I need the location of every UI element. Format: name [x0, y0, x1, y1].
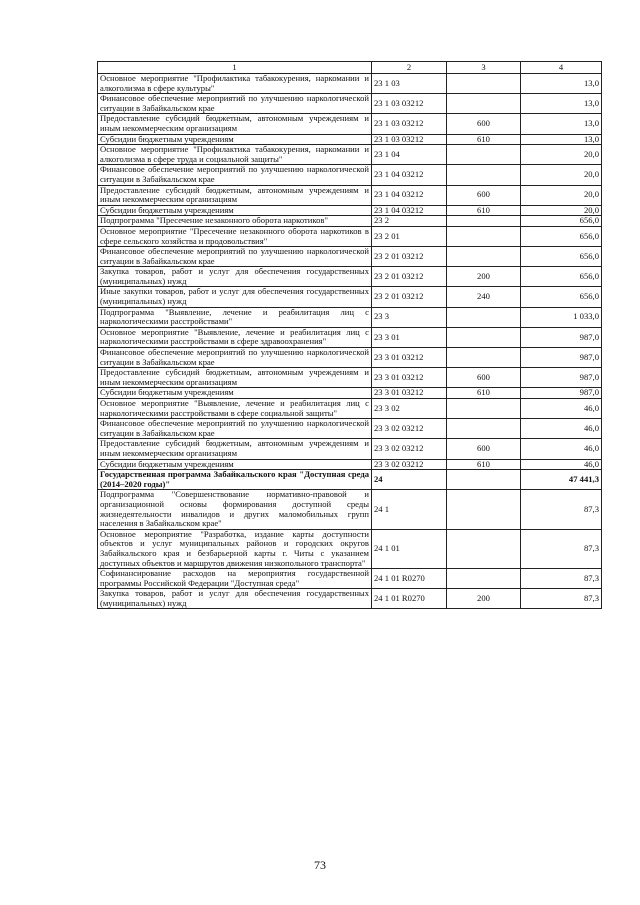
- row-vr-cell: [447, 94, 521, 114]
- row-name-cell: Софинансирование расходов на мероприятия государственной программы Российской Федерации "Доступная среда": [98, 569, 372, 589]
- row-vr-cell: [447, 74, 521, 94]
- row-name-cell: Подпрограмма "Пресечение незаконного оборота наркотиков": [98, 216, 372, 227]
- row-vr-cell: 600: [447, 439, 521, 459]
- row-code-cell: 24: [372, 470, 447, 490]
- row-name-cell: Финансовое обеспечение мероприятий по улучшению наркологической ситуации в Забайкальском крае: [98, 247, 372, 267]
- row-vr-cell: [447, 348, 521, 368]
- row-name-cell: Предоставление субсидий бюджетным, автономным учреждениям и иным некоммерческим организациям: [98, 439, 372, 459]
- row-sum-cell: 656,0: [521, 216, 602, 227]
- row-vr-cell: [447, 569, 521, 589]
- column-header-2: 2: [372, 62, 447, 74]
- row-name-cell: Финансовое обеспечение мероприятий по улучшению наркологической ситуации в Забайкальском крае: [98, 348, 372, 368]
- row-name-cell: Подпрограмма "Совершенствование нормативно-правовой и организационной основы формирования доступной среды жизнедеятельности инвалидов и других маломобильных групп населения в Забайкальском крае": [98, 490, 372, 529]
- row-sum-cell: 987,0: [521, 368, 602, 388]
- row-code-cell: 23 3 02 03212: [372, 459, 447, 470]
- row-code-cell: 23 3 02 03212: [372, 419, 447, 439]
- row-sum-cell: 13,0: [521, 74, 602, 94]
- row-vr-cell: 610: [447, 459, 521, 470]
- table-row: [98, 287, 602, 307]
- row-vr-cell: [447, 165, 521, 185]
- row-sum-cell: 987,0: [521, 327, 602, 347]
- table-row: [98, 74, 602, 94]
- row-code-cell: 23 1 04 03212: [372, 185, 447, 205]
- table-row: [98, 205, 602, 216]
- row-vr-cell: 610: [447, 134, 521, 145]
- row-vr-cell: [447, 226, 521, 246]
- page-number: 73: [314, 858, 326, 872]
- table-row: [98, 529, 602, 568]
- column-header-3: 3: [447, 62, 521, 74]
- table-row: [98, 165, 602, 185]
- row-vr-cell: [447, 247, 521, 267]
- table-row: [98, 134, 602, 145]
- row-sum-cell: 20,0: [521, 165, 602, 185]
- row-code-cell: 23 3 01 03212: [372, 348, 447, 368]
- row-code-cell: 23 3 01 03212: [372, 388, 447, 399]
- row-name-cell: Предоставление субсидий бюджетным, автономным учреждениям и иным некоммерческим организациям: [98, 185, 372, 205]
- row-sum-cell: 20,0: [521, 185, 602, 205]
- row-name-cell: Основное мероприятие "Выявление, лечение и реабилитация лиц с наркологическими расстройствами в сфере здравоохранения": [98, 327, 372, 347]
- row-name-cell: Финансовое обеспечение мероприятий по улучшению наркологической ситуации в Забайкальском крае: [98, 419, 372, 439]
- row-vr-cell: 240: [447, 287, 521, 307]
- row-name-cell: Субсидии бюджетным учреждениям: [98, 459, 372, 470]
- row-code-cell: 23 3 01: [372, 327, 447, 347]
- row-sum-cell: 87,3: [521, 589, 602, 609]
- row-name-cell: Субсидии бюджетным учреждениям: [98, 388, 372, 399]
- table-row: [98, 589, 602, 609]
- table-row: [98, 327, 602, 347]
- row-sum-cell: 46,0: [521, 419, 602, 439]
- row-name-cell: Основное мероприятие "Профилактика табакокурения, наркомании и алкоголизма в сфере труда и социальной защиты": [98, 145, 372, 165]
- table-row: [98, 185, 602, 205]
- table-row: [98, 569, 602, 589]
- row-sum-cell: 13,0: [521, 114, 602, 134]
- row-vr-cell: 200: [447, 589, 521, 609]
- row-vr-cell: [447, 470, 521, 490]
- row-code-cell: 23 1 04 03212: [372, 205, 447, 216]
- table-row: [98, 216, 602, 227]
- row-code-cell: 23 3: [372, 307, 447, 327]
- row-vr-cell: [447, 216, 521, 227]
- row-sum-cell: 656,0: [521, 226, 602, 246]
- row-vr-cell: [447, 327, 521, 347]
- row-code-cell: 23 3 02: [372, 399, 447, 419]
- row-vr-cell: 600: [447, 368, 521, 388]
- table-row: [98, 490, 602, 529]
- row-name-cell: Иные закупки товаров, работ и услуг для обеспечения государственных (муниципальных) нужд: [98, 287, 372, 307]
- row-sum-cell: 87,3: [521, 490, 602, 529]
- row-code-cell: 24 1 01: [372, 529, 447, 568]
- row-vr-cell: 200: [447, 267, 521, 287]
- row-code-cell: 23 3 01 03212: [372, 368, 447, 388]
- row-code-cell: 23 1 04: [372, 145, 447, 165]
- row-name-cell: Субсидии бюджетным учреждениям: [98, 205, 372, 216]
- row-code-cell: 23 2 01: [372, 226, 447, 246]
- row-name-cell: Основное мероприятие "Пресечение незаконного оборота наркотиков в сфере сельского хозяйства и продовольствия": [98, 226, 372, 246]
- row-code-cell: 23 2 01 03212: [372, 247, 447, 267]
- row-sum-cell: 20,0: [521, 205, 602, 216]
- row-code-cell: 24 1 01 R0270: [372, 569, 447, 589]
- table-row: [98, 439, 602, 459]
- row-name-cell: Закупка товаров, работ и услуг для обеспечения государственных (муниципальных) нужд: [98, 589, 372, 609]
- row-vr-cell: [447, 399, 521, 419]
- row-sum-cell: 13,0: [521, 94, 602, 114]
- row-code-cell: 24 1 01 R0270: [372, 589, 447, 609]
- row-vr-cell: 600: [447, 185, 521, 205]
- table-row: [98, 307, 602, 327]
- table-row: [98, 247, 602, 267]
- row-code-cell: 23 2: [372, 216, 447, 227]
- table-row: [98, 399, 602, 419]
- column-header-1: 1: [98, 62, 372, 74]
- row-sum-cell: 987,0: [521, 348, 602, 368]
- row-vr-cell: 600: [447, 114, 521, 134]
- row-sum-cell: 1 033,0: [521, 307, 602, 327]
- table-row: [98, 348, 602, 368]
- row-name-cell: Закупка товаров, работ и услуг для обеспечения государственных (муниципальных) нужд: [98, 267, 372, 287]
- row-name-cell: Основное мероприятие "Разработка, издание карты доступности объектов и услуг муниципальных районов и городских округов Забайкальского края и безбарьерной карты г. Читы с указанием доступных объектов и маршрутов движения низкопольного транспорта": [98, 529, 372, 568]
- row-name-cell: Основное мероприятие "Профилактика табакокурения, наркомании и алкоголизма в сфере культуры": [98, 74, 372, 94]
- table-row: [98, 267, 602, 287]
- row-code-cell: 23 1 04 03212: [372, 165, 447, 185]
- row-vr-cell: 610: [447, 388, 521, 399]
- row-code-cell: 23 1 03 03212: [372, 134, 447, 145]
- row-code-cell: 23 2 01 03212: [372, 287, 447, 307]
- row-name-cell: Финансовое обеспечение мероприятий по улучшению наркологической ситуации в Забайкальском крае: [98, 94, 372, 114]
- row-vr-cell: [447, 419, 521, 439]
- row-code-cell: 23 2 01 03212: [372, 267, 447, 287]
- row-sum-cell: 656,0: [521, 287, 602, 307]
- row-code-cell: 24 1: [372, 490, 447, 529]
- row-code-cell: 23 1 03: [372, 74, 447, 94]
- table-row: [98, 114, 602, 134]
- row-name-cell: Субсидии бюджетным учреждениям: [98, 134, 372, 145]
- row-name-cell: Предоставление субсидий бюджетным, автономным учреждениям и иным некоммерческим организациям: [98, 114, 372, 134]
- table-header-row: [98, 62, 602, 74]
- table-row: [98, 459, 602, 470]
- row-name-cell: Предоставление субсидий бюджетным, автономным учреждениям и иным некоммерческим организациям: [98, 368, 372, 388]
- row-code-cell: 23 1 03 03212: [372, 114, 447, 134]
- row-vr-cell: [447, 529, 521, 568]
- row-sum-cell: 987,0: [521, 388, 602, 399]
- row-sum-cell: 47 441,3: [521, 470, 602, 490]
- row-name-cell: Государственная программа Забайкальского края "Доступная среда (2014–2020 годы)": [98, 470, 372, 490]
- row-sum-cell: 656,0: [521, 267, 602, 287]
- row-sum-cell: 13,0: [521, 134, 602, 145]
- row-vr-cell: 610: [447, 205, 521, 216]
- table-row: [98, 419, 602, 439]
- table-row: [98, 226, 602, 246]
- table-row: [98, 368, 602, 388]
- row-sum-cell: 46,0: [521, 459, 602, 470]
- row-sum-cell: 87,3: [521, 569, 602, 589]
- row-name-cell: Основное мероприятие "Выявление, лечение и реабилитация лиц с наркологическими расстройствами в сфере социальной защиты": [98, 399, 372, 419]
- table-row: [98, 470, 602, 490]
- row-sum-cell: 87,3: [521, 529, 602, 568]
- row-vr-cell: [447, 307, 521, 327]
- row-name-cell: Финансовое обеспечение мероприятий по улучшению наркологической ситуации в Забайкальском крае: [98, 165, 372, 185]
- budget-table: [97, 61, 602, 609]
- table-row: [98, 145, 602, 165]
- row-sum-cell: 656,0: [521, 247, 602, 267]
- row-sum-cell: 46,0: [521, 439, 602, 459]
- row-vr-cell: [447, 490, 521, 529]
- row-sum-cell: 20,0: [521, 145, 602, 165]
- column-header-4: 4: [521, 62, 602, 74]
- row-sum-cell: 46,0: [521, 399, 602, 419]
- row-code-cell: 23 3 02 03212: [372, 439, 447, 459]
- row-vr-cell: [447, 145, 521, 165]
- table-row: [98, 388, 602, 399]
- row-name-cell: Подпрограмма "Выявление, лечение и реабилитация лиц с наркологическими расстройствами": [98, 307, 372, 327]
- table-row: [98, 94, 602, 114]
- row-code-cell: 23 1 03 03212: [372, 94, 447, 114]
